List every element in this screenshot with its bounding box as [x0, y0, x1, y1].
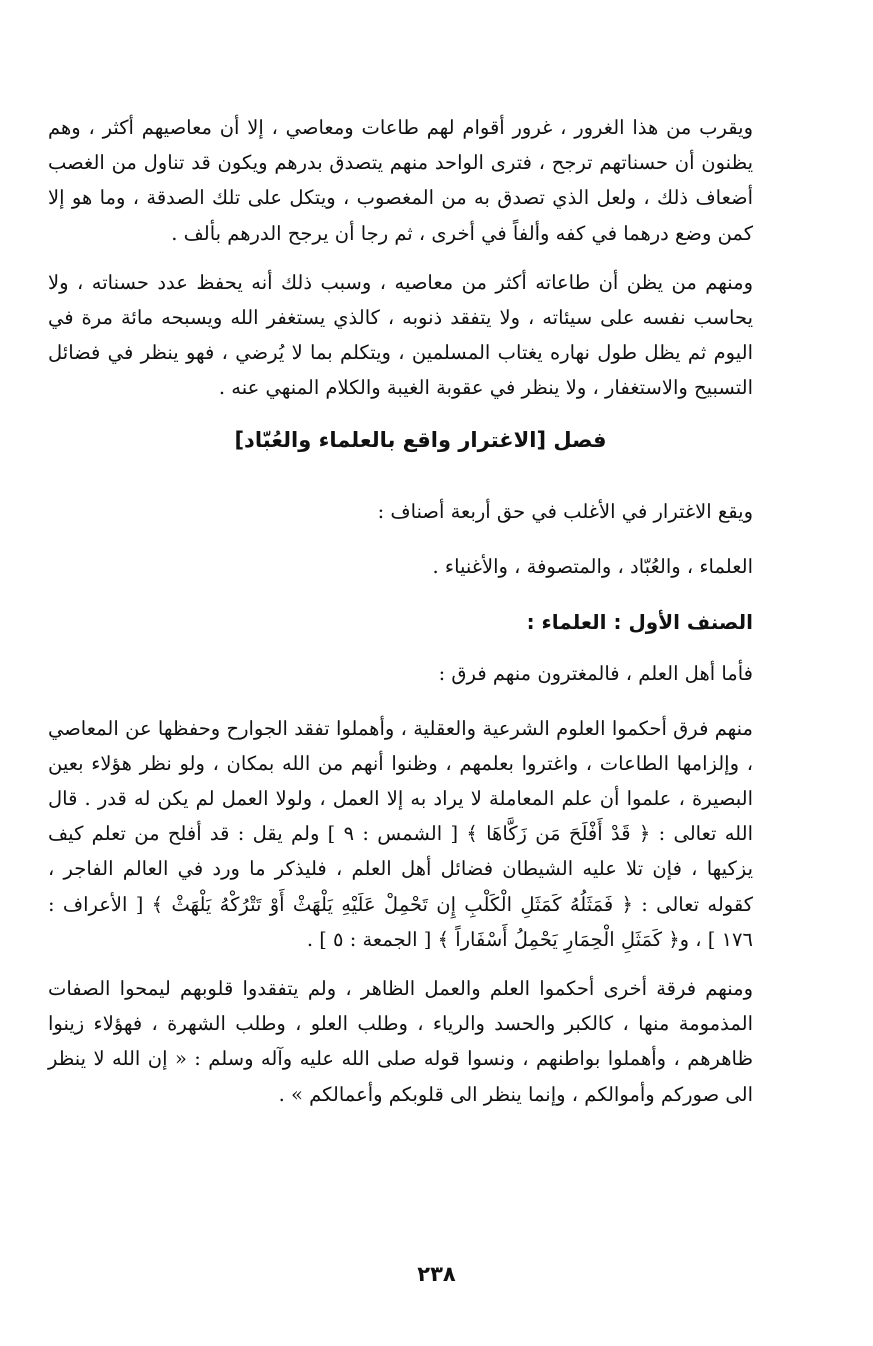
paragraph-4: ومنهم فرقة أخرى أحكموا العلم والعمل الظاهر ، ولم يتفقدوا قلوبهم ليمحوا الصفات المذمومة منها ، كالكبر والحسد والرياء ، وطلب العلو ، وطلب الشهرة ، فهؤلاء زينوا ظاهرهم ، وأهملوا بواطنهم ، ونسوا قوله صلى الله عليه وآله وسلم : « إن الله لا ينظر الى صوركم وأموالكم ، وإنما ينظر الى قلوبكم وأعمالكم » . [48, 977, 753, 1106]
page-number: ٢٣٨ [417, 1262, 456, 1286]
categories-line: العلماء ، والعُبّاد ، والمتصوفة ، والأغنياء . [432, 554, 753, 578]
paragraph-1: ويقرب من هذا الغرور ، غرور أقوام لهم طاعات ومعاصي ، إلا أن معاصيهم أكثر ، وهم يظنون أن حسناتهم ترجح ، فترى الواحد منهم يتصدق بدرهم ويكون قد تناول من الغصب أضعاف ذلك ، ولعل الذي تصدق به من المغصوب ، ويتكل على تلك الصدقة ، وما هو إلا كمن وضع درهما في كفه وألفاً في أخرى ، ثم رجا أن يرجح الدرهم بألف . [48, 116, 753, 245]
page-body [48, 110, 793, 1126]
subheading-scholars: الصنف الأول : العلماء : [526, 609, 753, 634]
paragraph-3: منهم فرق أحكموا العلوم الشرعية والعقلية ، وأهملوا تفقد الجوارح وحفظها عن المعاصي ، وإلزامها الطاعات ، واغتروا بعلمهم ، وظنوا أنهم من الله بمكان ، ولو نظر هؤلاء بعين البصيرة ، علموا أن علم المعاملة لا يراد به إلا العمل ، ولولا العمل لم يكن له قدر . قال الله تعالى : ﴿ قَدْ أَفْلَحَ مَن زَكَّاهَا ﴾ [ الشمس : ٩ ] ولم يقل : قد أفلح من تعلم كيف يزكيها ، فإن تلا عليه الشيطان فضائل أهل العلم ، فليذكر ما ورد في العالم الفاجر ، كقوله تعالى : ﴿ فَمَثَلُهُ كَمَثَلِ الْكَلْبِ إِن تَحْمِلْ عَلَيْهِ يَلْهَثْ أَوْ تَتْرُكْهُ يَلْهَثْ ﴾ [ الأعراف : ١٧٦ ] ، و﴿ كَمَثَلِ الْحِمَارِ يَحْمِلُ أَسْفَاراً ﴾ [ الجمعة : ٥ ] . [48, 716, 753, 951]
section-heading: فصل [الاغترار واقع بالعلماء والعُبّاد] [234, 427, 607, 452]
intro-line: ويقع الاغترار في الأغلب في حق أربعة أصناف : [377, 499, 753, 523]
groups-line: فأما أهل العلم ، فالمغترون منهم فرق : [438, 661, 753, 685]
paragraph-2: ومنهم من يظن أن طاعاته أكثر من معاصيه ، وسبب ذلك أنه يحفظ عدد حسناته ، ولا يحاسب نفسه على سيئاته ، ولا يتفقد ذنوبه ، كالذي يستغفر الله ويسبحه مائة مرة في اليوم ثم يظل طول نهاره يغتاب المسلمين ، ويتكلم بما لا يُرضي ، فهو ينظر في فضائل التسبيح والاستغفار ، ولا ينظر في عقوبة الغيبة والكلام المنهي عنه . [48, 270, 753, 400]
